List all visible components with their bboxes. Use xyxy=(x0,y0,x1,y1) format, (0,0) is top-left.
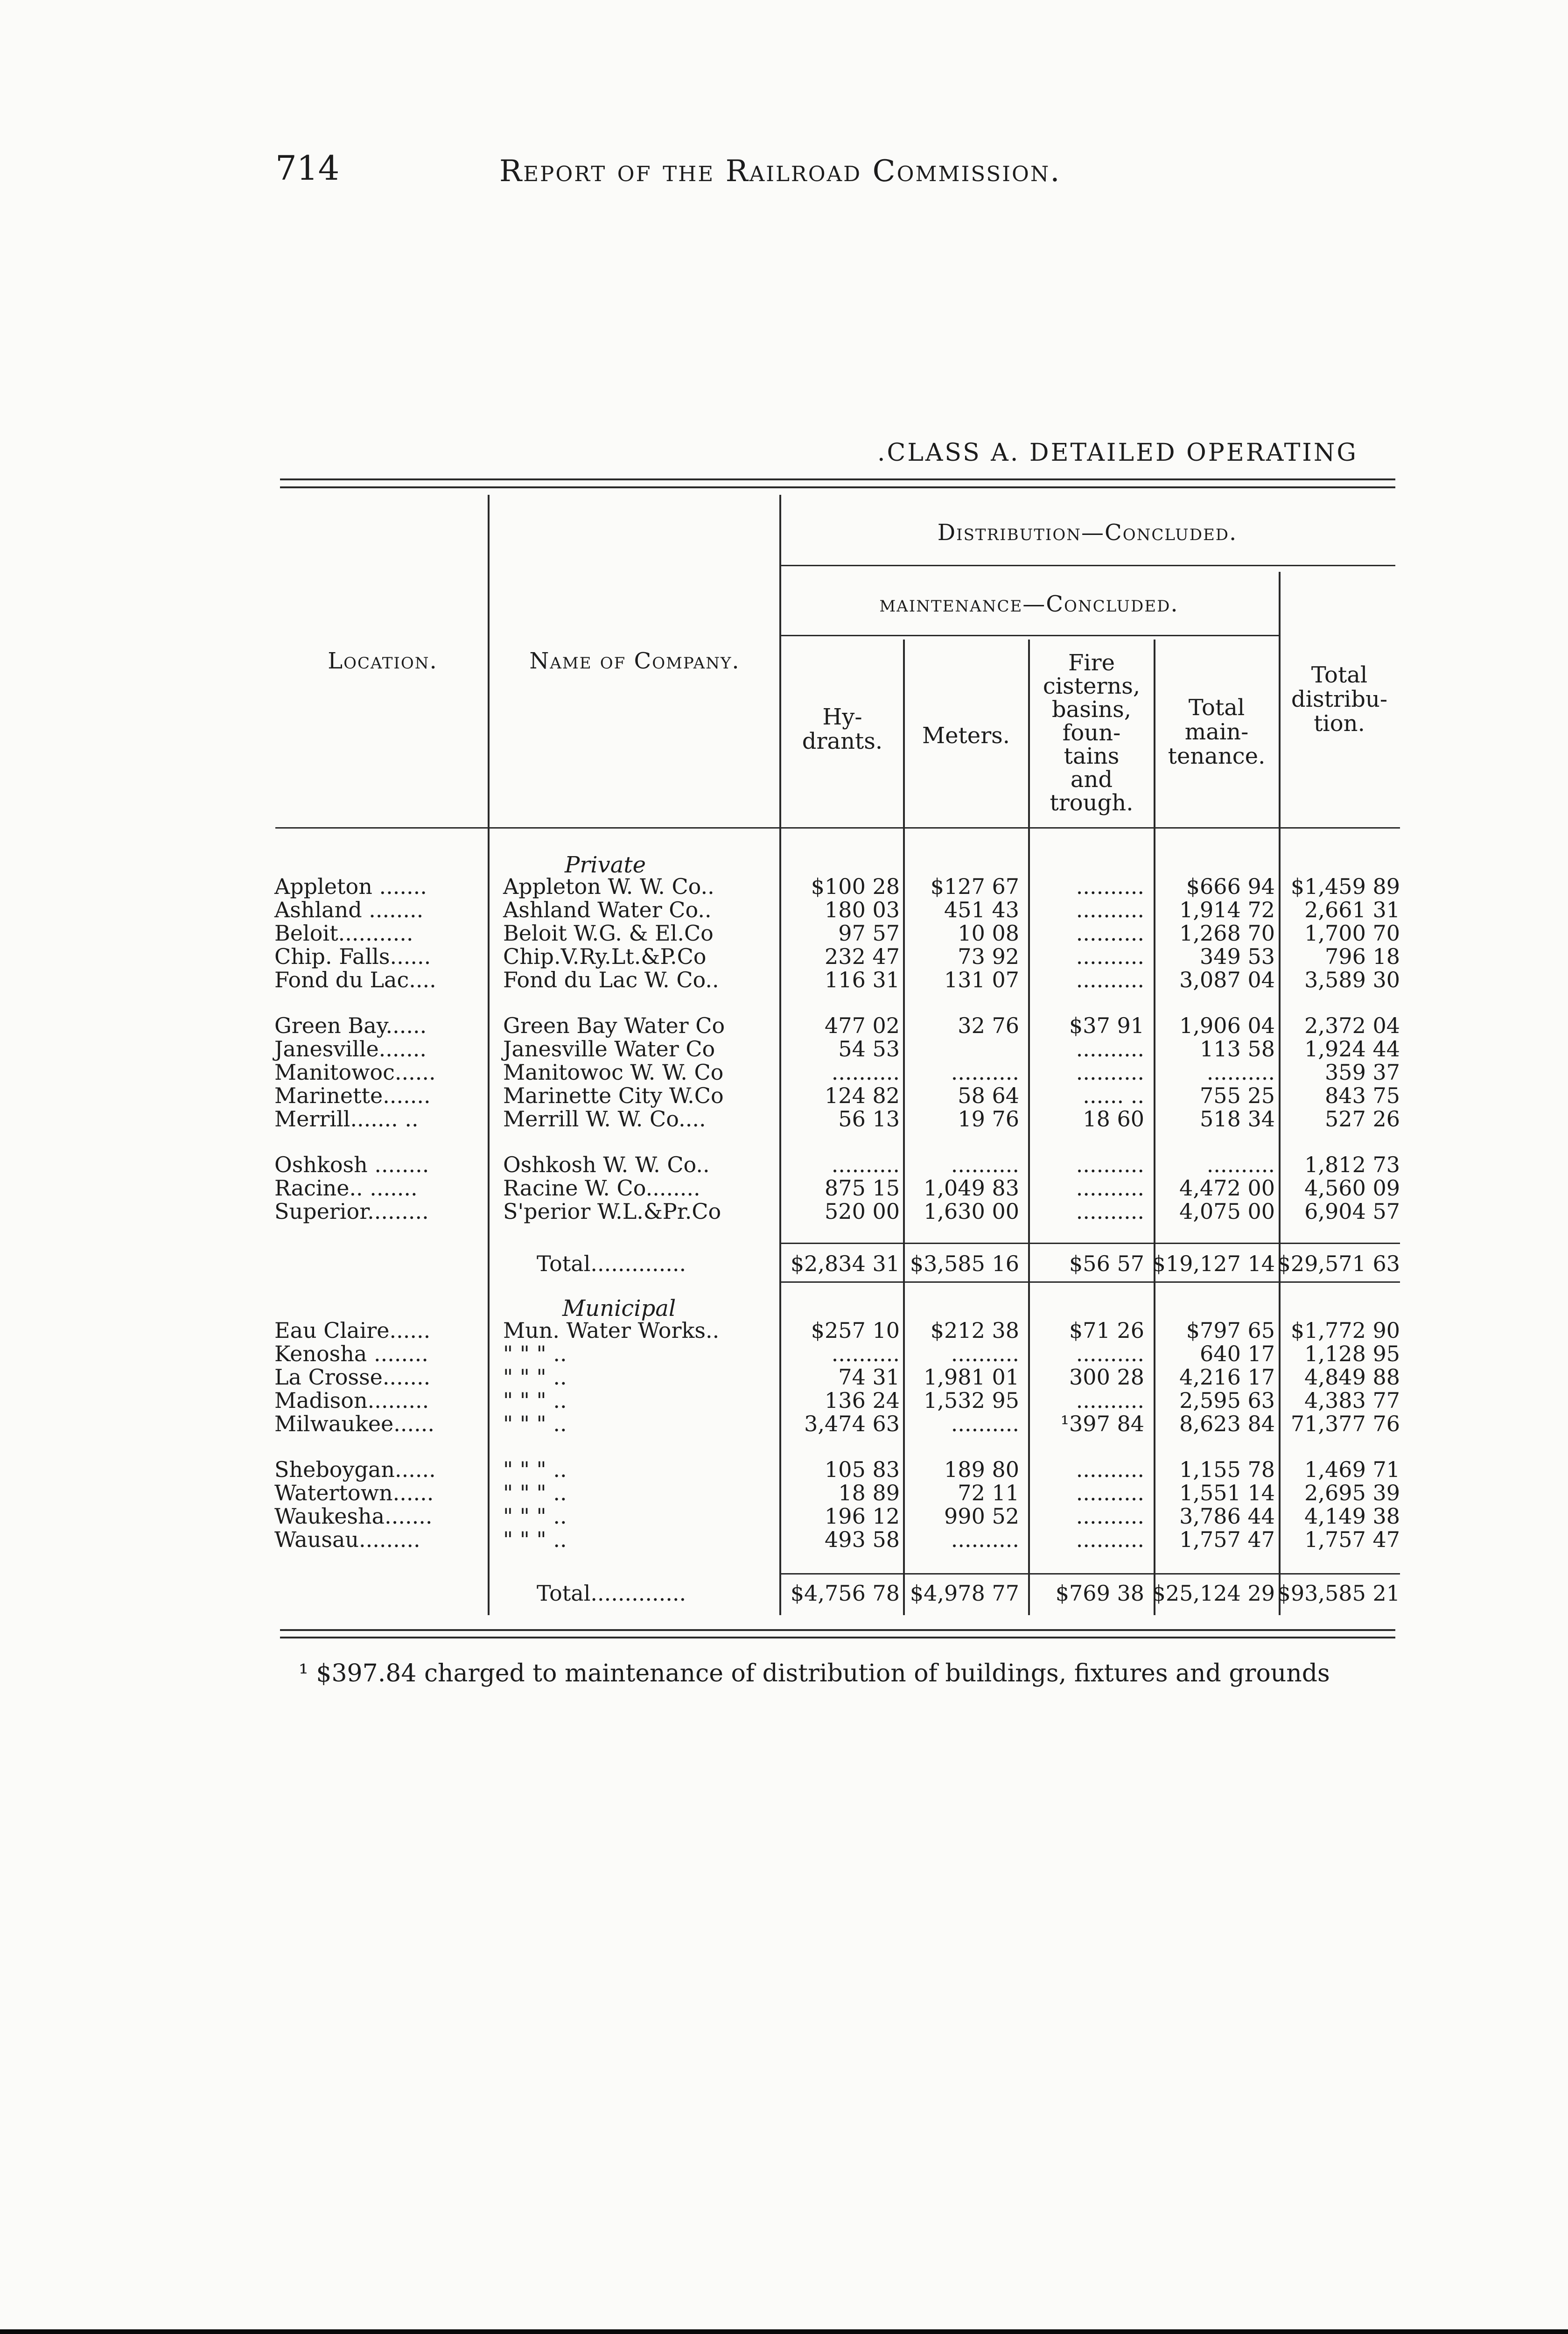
company-cell: Appleton W. W. Co.. xyxy=(503,874,714,899)
hydrants-cell: 477 02 xyxy=(825,1013,900,1038)
meters-cell: 32 76 xyxy=(958,1013,1019,1038)
table-row xyxy=(0,898,1568,921)
total-maintenance-cell: 4,216 17 xyxy=(1179,1364,1275,1390)
total-maintenance-cell: 1,906 04 xyxy=(1179,1013,1275,1038)
table-row xyxy=(0,921,1568,945)
private-total-rule-top xyxy=(779,1243,1400,1244)
bottom-rule xyxy=(280,1629,1395,1631)
company-cell: Fond du Lac W. Co.. xyxy=(503,967,719,992)
table-row xyxy=(0,1107,1568,1131)
fire-cisterns-cell: ...... .. xyxy=(1083,1083,1144,1108)
section-municipal: Municipal xyxy=(562,1295,676,1322)
company-cell: " " " .. xyxy=(503,1457,567,1482)
location-cell: Milwaukee...... xyxy=(274,1411,435,1436)
total-maintenance-cell: 1,155 78 xyxy=(1179,1457,1275,1482)
meters-cell: 1,630 00 xyxy=(924,1199,1019,1224)
location-cell: Waukesha....... xyxy=(274,1504,433,1529)
table-row xyxy=(0,1504,1568,1528)
hydrants-cell: 232 47 xyxy=(825,944,900,969)
header-bottom-rule xyxy=(275,827,1400,829)
fire-cisterns-cell: .......... xyxy=(1076,1527,1144,1552)
total-maintenance-cell: 3,786 44 xyxy=(1179,1504,1275,1529)
private-total-rule-bottom xyxy=(779,1281,1400,1283)
total-distribution-cell: 71,377 76 xyxy=(1290,1411,1400,1436)
hydrants-cell: 97 57 xyxy=(838,921,900,946)
total-distribution-cell: 527 26 xyxy=(1325,1106,1400,1132)
total-distribution-cell: 796 18 xyxy=(1325,944,1400,969)
meters-cell: 73 92 xyxy=(958,944,1019,969)
distribution-total: $93,585 21 xyxy=(1277,1581,1400,1606)
company-cell: " " " .. xyxy=(503,1527,567,1552)
location-cell: Superior......... xyxy=(274,1199,429,1224)
total-distribution-cell: 2,372 04 xyxy=(1304,1013,1400,1038)
total-maintenance-cell: 1,551 14 xyxy=(1179,1480,1275,1505)
meters-cell: 189 80 xyxy=(944,1457,1019,1482)
company-cell: Chip.V.Ry.Lt.&P.Co xyxy=(503,944,707,969)
meters-total: $3,585 16 xyxy=(910,1251,1019,1276)
hydrants-total: $2,834 31 xyxy=(790,1251,900,1276)
maintenance-total: $25,124 29 xyxy=(1152,1581,1275,1606)
table-row xyxy=(0,875,1568,898)
fire-cisterns-cell: .......... xyxy=(1076,921,1144,946)
total-distribution-cell: 1,700 70 xyxy=(1304,921,1400,946)
company-cell: " " " .. xyxy=(503,1411,567,1436)
total-row xyxy=(0,1252,1568,1275)
total-distribution-cell: 1,924 44 xyxy=(1304,1036,1400,1062)
maintenance-rule xyxy=(779,635,1279,636)
hydrants-cell: 116 31 xyxy=(825,967,900,992)
fire-cisterns-cell: $37 91 xyxy=(1069,1013,1144,1038)
meters-cell: 1,049 83 xyxy=(924,1175,1019,1201)
total-maintenance-cell: .......... xyxy=(1206,1060,1275,1085)
header-meters: Meters. xyxy=(922,723,1010,749)
meters-cell: 10 08 xyxy=(958,921,1019,946)
fire-cisterns-cell: .......... xyxy=(1076,1175,1144,1201)
total-label: Total.............. xyxy=(537,1581,686,1606)
header-total-maintenance: Total main- tenance. xyxy=(1168,695,1266,769)
company-cell: Mun. Water Works.. xyxy=(503,1318,720,1343)
fire-cisterns-cell: .......... xyxy=(1076,874,1144,899)
hydrants-cell: 520 00 xyxy=(825,1199,900,1224)
header-distribution: Distribution—Concluded. xyxy=(937,520,1238,546)
scan-edge-bar xyxy=(0,2329,1568,2334)
hydrants-cell: 74 31 xyxy=(838,1364,900,1390)
total-distribution-cell: 4,149 38 xyxy=(1304,1504,1400,1529)
company-cell: Green Bay Water Co xyxy=(503,1013,725,1038)
total-distribution-cell: $1,459 89 xyxy=(1290,874,1400,899)
total-distribution-cell: 3,589 30 xyxy=(1304,967,1400,992)
fire-cisterns-cell: 300 28 xyxy=(1069,1364,1144,1390)
company-cell: " " " .. xyxy=(503,1504,567,1529)
fire-cisterns-cell: .......... xyxy=(1076,1341,1144,1366)
meters-cell: 451 43 xyxy=(944,897,1019,922)
fire-cisterns-cell: .......... xyxy=(1076,1504,1144,1529)
table-row xyxy=(0,945,1568,968)
total-maintenance-cell: 3,087 04 xyxy=(1179,967,1275,992)
location-cell: La Crosse....... xyxy=(274,1364,431,1390)
total-distribution-cell: 2,661 31 xyxy=(1304,897,1400,922)
meters-cell: .......... xyxy=(951,1060,1019,1085)
hydrants-cell: 875 15 xyxy=(825,1175,900,1201)
total-distribution-cell: 6,904 57 xyxy=(1304,1199,1400,1224)
page-number: 714 xyxy=(275,148,340,188)
table-row xyxy=(0,1153,1568,1176)
total-distribution-cell: 1,469 71 xyxy=(1304,1457,1400,1482)
total-distribution-cell: 4,383 77 xyxy=(1304,1388,1400,1413)
total-maintenance-cell: 755 25 xyxy=(1200,1083,1275,1108)
header-fire: Fire cisterns, basins, foun- tains and trough. xyxy=(1043,650,1141,816)
hydrants-total: $4,756 78 xyxy=(790,1581,900,1606)
meters-cell: $127 67 xyxy=(930,874,1019,899)
meters-cell: $212 38 xyxy=(930,1318,1019,1343)
table-row xyxy=(0,1365,1568,1389)
header-location: Location. xyxy=(328,648,438,674)
total-maintenance-cell: 113 58 xyxy=(1200,1036,1275,1062)
location-cell: Beloit........... xyxy=(274,921,413,946)
location-cell: Chip. Falls...... xyxy=(274,944,431,969)
fire-cisterns-cell: 18 60 xyxy=(1083,1106,1144,1132)
table-row xyxy=(0,1200,1568,1223)
table-row xyxy=(0,1389,1568,1412)
location-cell: Wausau......... xyxy=(274,1527,420,1552)
fire-cisterns-cell: ¹397 84 xyxy=(1060,1411,1144,1436)
table-row xyxy=(0,1342,1568,1365)
table-row xyxy=(0,1319,1568,1342)
company-cell: Marinette City W.Co xyxy=(503,1083,724,1108)
total-maintenance-cell: .......... xyxy=(1206,1152,1275,1177)
hydrants-cell: .......... xyxy=(831,1341,900,1366)
total-distribution-cell: 843 75 xyxy=(1325,1083,1400,1108)
meters-cell: .......... xyxy=(951,1341,1019,1366)
meters-cell: 1,981 01 xyxy=(924,1364,1019,1390)
hydrants-cell: .......... xyxy=(831,1060,900,1085)
table-row xyxy=(0,1176,1568,1200)
hydrants-cell: 3,474 63 xyxy=(804,1411,900,1436)
hydrants-cell: 56 13 xyxy=(838,1106,900,1132)
total-maintenance-cell: 4,075 00 xyxy=(1179,1199,1275,1224)
company-cell: S'perior W.L.&Pr.Co xyxy=(503,1199,721,1224)
table-row xyxy=(0,968,1568,991)
location-cell: Racine.. ....... xyxy=(274,1175,418,1201)
distribution-total: $29,571 63 xyxy=(1277,1251,1400,1276)
company-cell: " " " .. xyxy=(503,1480,567,1505)
hydrants-cell: 105 83 xyxy=(825,1457,900,1482)
total-distribution-cell: 2,695 39 xyxy=(1304,1480,1400,1505)
hydrants-cell: 493 58 xyxy=(825,1527,900,1552)
maintenance-total: $19,127 14 xyxy=(1152,1251,1275,1276)
total-row xyxy=(0,1582,1568,1605)
meters-cell: 1,532 95 xyxy=(924,1388,1019,1413)
company-cell: " " " .. xyxy=(503,1364,567,1390)
location-cell: Appleton ....... xyxy=(274,874,427,899)
fire-cisterns-cell: .......... xyxy=(1076,1388,1144,1413)
location-cell: Ashland ........ xyxy=(274,897,424,922)
fire-cisterns-cell: .......... xyxy=(1076,944,1144,969)
company-cell: Janesville Water Co xyxy=(503,1036,715,1062)
table-row xyxy=(0,1481,1568,1504)
location-cell: Fond du Lac.... xyxy=(274,967,436,992)
fire-cisterns-cell: .......... xyxy=(1076,897,1144,922)
meters-cell: 131 07 xyxy=(944,967,1019,992)
total-maintenance-cell: 2,595 63 xyxy=(1179,1388,1275,1413)
total-maintenance-cell: 1,914 72 xyxy=(1179,897,1275,922)
hydrants-cell: .......... xyxy=(831,1152,900,1177)
total-distribution-cell: 1,128 95 xyxy=(1304,1341,1400,1366)
table-row xyxy=(0,1037,1568,1061)
company-cell: Beloit W.G. & El.Co xyxy=(503,921,714,946)
fire-cisterns-cell: .......... xyxy=(1076,1199,1144,1224)
table-row xyxy=(0,1458,1568,1481)
table-row xyxy=(0,1528,1568,1551)
table-row xyxy=(0,1061,1568,1084)
bottom-rule-2 xyxy=(280,1637,1395,1638)
fire-cisterns-cell: .......... xyxy=(1076,967,1144,992)
meters-total: $4,978 77 xyxy=(910,1581,1019,1606)
meters-cell: .......... xyxy=(951,1527,1019,1552)
meters-cell: 990 52 xyxy=(944,1504,1019,1529)
location-cell: Green Bay...... xyxy=(274,1013,427,1038)
hydrants-cell: 136 24 xyxy=(825,1388,900,1413)
header-total-distribution: Total distribu- tion. xyxy=(1291,662,1388,737)
footnote: ¹ $397.84 charged to maintenance of distribution of buildings, fixtures and grounds xyxy=(299,1659,1330,1687)
location-cell: Janesville....... xyxy=(274,1036,427,1062)
location-cell: Merrill....... .. xyxy=(274,1106,419,1132)
municipal-total-rule xyxy=(779,1573,1400,1575)
location-cell: Kenosha ........ xyxy=(274,1341,428,1366)
header-hydrants: Hy- drants. xyxy=(802,704,883,754)
location-cell: Oshkosh ........ xyxy=(274,1152,429,1177)
hydrants-cell: 180 03 xyxy=(825,897,900,922)
total-maintenance-cell: 8,623 84 xyxy=(1179,1411,1275,1436)
total-distribution-cell: $1,772 90 xyxy=(1290,1318,1400,1343)
total-distribution-cell: 1,757 47 xyxy=(1304,1527,1400,1552)
total-maintenance-cell: 640 17 xyxy=(1200,1341,1275,1366)
fire-cisterns-cell: .......... xyxy=(1076,1457,1144,1482)
total-maintenance-cell: 4,472 00 xyxy=(1179,1175,1275,1201)
location-cell: Sheboygan...... xyxy=(274,1457,436,1482)
company-cell: " " " .. xyxy=(503,1388,567,1413)
meters-cell: 58 64 xyxy=(958,1083,1019,1108)
hydrants-cell: $257 10 xyxy=(811,1318,900,1343)
hydrants-cell: $100 28 xyxy=(811,874,900,899)
fire-cisterns-cell: .......... xyxy=(1076,1480,1144,1505)
class-heading: .CLASS A. DETAILED OPERATING xyxy=(877,439,1358,467)
total-maintenance-cell: 1,757 47 xyxy=(1179,1527,1275,1552)
distribution-rule xyxy=(779,565,1395,566)
location-cell: Madison......... xyxy=(274,1388,429,1413)
company-cell: Manitowoc W. W. Co xyxy=(503,1060,724,1085)
header-maintenance: maintenance—Concluded. xyxy=(879,591,1179,617)
total-distribution-cell: 1,812 73 xyxy=(1304,1152,1400,1177)
top-rule xyxy=(280,478,1395,480)
running-head: Report of the Railroad Commission. xyxy=(499,154,1061,189)
table-row xyxy=(0,1014,1568,1037)
company-cell: Ashland Water Co.. xyxy=(503,897,712,922)
total-maintenance-cell: 518 34 xyxy=(1200,1106,1275,1132)
total-distribution-cell: 4,560 09 xyxy=(1304,1175,1400,1201)
meters-cell: 19 76 xyxy=(958,1106,1019,1132)
total-label: Total.............. xyxy=(537,1251,686,1276)
location-cell: Marinette....... xyxy=(274,1083,431,1108)
total-distribution-cell: 4,849 88 xyxy=(1304,1364,1400,1390)
section-private: Private xyxy=(565,852,646,878)
company-cell: " " " .. xyxy=(503,1341,567,1366)
location-cell: Eau Claire...... xyxy=(274,1318,431,1343)
location-cell: Manitowoc...... xyxy=(274,1060,436,1085)
hydrants-cell: 54 53 xyxy=(838,1036,900,1062)
total-distribution-cell: 359 37 xyxy=(1325,1060,1400,1085)
hydrants-cell: 196 12 xyxy=(825,1504,900,1529)
company-cell: Merrill W. W. Co.... xyxy=(503,1106,706,1132)
fire-cisterns-cell: $71 26 xyxy=(1069,1318,1144,1343)
meters-cell: .......... xyxy=(951,1152,1019,1177)
total-maintenance-cell: 1,268 70 xyxy=(1179,921,1275,946)
hydrants-cell: 18 89 xyxy=(838,1480,900,1505)
header-company: Name of Company. xyxy=(529,648,740,674)
fire-total: $769 38 xyxy=(1055,1581,1144,1606)
company-cell: Oshkosh W. W. Co.. xyxy=(503,1152,710,1177)
table-row xyxy=(0,1084,1568,1107)
meters-cell: .......... xyxy=(951,1411,1019,1436)
meters-cell: 72 11 xyxy=(958,1480,1019,1505)
fire-total: $56 57 xyxy=(1069,1251,1144,1276)
top-rule-2 xyxy=(280,486,1395,488)
total-maintenance-cell: 349 53 xyxy=(1200,944,1275,969)
fire-cisterns-cell: .......... xyxy=(1076,1036,1144,1062)
table-row xyxy=(0,1412,1568,1435)
fire-cisterns-cell: .......... xyxy=(1076,1152,1144,1177)
hydrants-cell: 124 82 xyxy=(825,1083,900,1108)
total-maintenance-cell: $797 65 xyxy=(1186,1318,1275,1343)
location-cell: Watertown...... xyxy=(274,1480,434,1505)
fire-cisterns-cell: .......... xyxy=(1076,1060,1144,1085)
company-cell: Racine W. Co........ xyxy=(503,1175,700,1201)
total-maintenance-cell: $666 94 xyxy=(1186,874,1275,899)
